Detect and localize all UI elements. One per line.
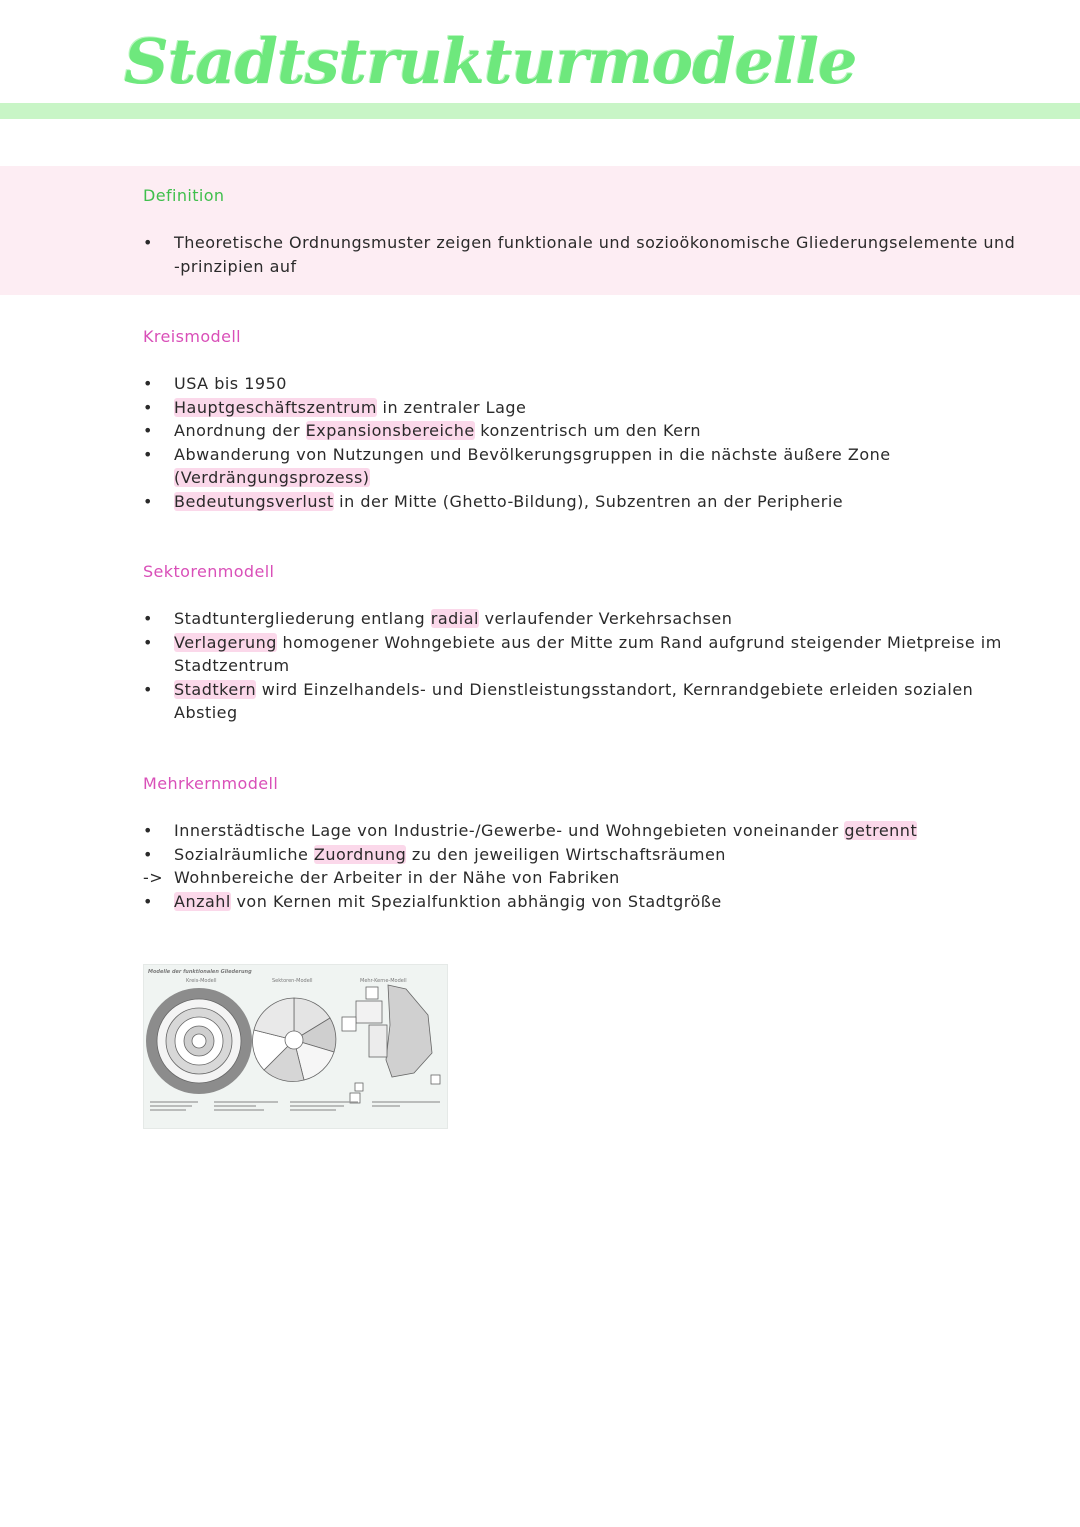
item-text: verlaufender Verkehrsachsen bbox=[478, 609, 733, 628]
list-item bbox=[143, 631, 1023, 678]
definition-heading: Definition bbox=[143, 186, 225, 205]
bullet-marker: • bbox=[143, 233, 153, 252]
figure-caption: Modelle der funktionalen Gliederung bbox=[148, 969, 252, 975]
bullet-marker: • bbox=[143, 397, 153, 417]
models-figure bbox=[143, 964, 448, 1129]
bullet-marker: • bbox=[143, 609, 153, 628]
highlighted-term: (Verdrängungsprozess) bbox=[174, 468, 370, 488]
item-text: Innerstädtische Lage von Industrie-/Gewerbe- und Wohngebieten voneinander bbox=[174, 821, 845, 840]
item-text: Theoretische Ordnungsmuster zeigen funktionale und sozioökonomische Gliederungselemente und -prinzipien auf bbox=[174, 233, 1016, 276]
bullet-marker: • bbox=[143, 444, 153, 464]
list-item bbox=[143, 866, 1023, 890]
bullet-marker: • bbox=[143, 421, 153, 441]
highlighted-term: Bedeutungsverlust bbox=[174, 491, 334, 511]
list-item bbox=[143, 890, 1023, 914]
list-item bbox=[143, 678, 1023, 725]
models-diagram bbox=[144, 965, 447, 1128]
figure-label-mehrkerne: Mehr-Kerne-Modell bbox=[360, 978, 407, 984]
list-item bbox=[143, 843, 1023, 867]
bullet-marker: • bbox=[143, 844, 153, 864]
kreismodell-list bbox=[143, 372, 1023, 514]
bullet-marker: • bbox=[143, 821, 153, 840]
list-item bbox=[143, 443, 1023, 490]
item-text: USA bis 1950 bbox=[174, 374, 287, 393]
list-item bbox=[143, 607, 1023, 631]
item-text: konzentrisch um den Kern bbox=[474, 421, 701, 441]
item-text: zu den jeweiligen Wirtschaftsräumen bbox=[406, 844, 726, 864]
bullet-marker: • bbox=[143, 491, 153, 511]
sektorenmodell-list bbox=[143, 607, 1023, 725]
list-item bbox=[143, 490, 1023, 514]
bullet-marker: • bbox=[143, 679, 153, 699]
highlighted-term: Anzahl bbox=[174, 891, 231, 911]
list-item bbox=[143, 396, 1023, 420]
highlighted-term: getrennt bbox=[844, 821, 918, 840]
arrow-marker: -> bbox=[143, 868, 164, 888]
bullet-marker: • bbox=[143, 374, 153, 393]
list-item bbox=[143, 372, 1023, 396]
title-underline-band bbox=[0, 103, 1080, 119]
highlighted-term: Expansionsbereiche bbox=[305, 421, 475, 441]
bullet-marker: • bbox=[143, 632, 153, 652]
bullet-marker: • bbox=[143, 891, 153, 911]
page-title: Stadtstrukturmodelle bbox=[124, 25, 857, 98]
list-item bbox=[143, 819, 1023, 843]
mehrkernmodell-heading: Mehrkernmodell bbox=[143, 774, 279, 793]
sector-model bbox=[252, 998, 335, 1082]
figure-label-kreis: Kreis-Modell bbox=[186, 978, 217, 984]
sektorenmodell-heading: Sektorenmodell bbox=[143, 562, 275, 581]
highlighted-term: Zuordnung bbox=[313, 844, 407, 864]
definition-list bbox=[143, 231, 1023, 278]
item-text: Abwanderung von Nutzungen und Bevölkerungsgruppen in die nächste äußere Zone bbox=[174, 444, 891, 464]
item-text: in der Mitte (Ghetto-Bildung), Subzentren an der Peripherie bbox=[333, 491, 844, 511]
item-text: Sozialräumliche bbox=[174, 844, 314, 864]
item-text: Wohnbereiche der Arbeiter in der Nähe von Fabriken bbox=[174, 868, 620, 888]
item-text: wird Einzelhandels- und Dienstleistungsstandort, Kernrandgebiete erleiden sozialen Abstieg bbox=[174, 679, 974, 723]
mehrkernmodell-list bbox=[143, 819, 1023, 913]
highlighted-term: radial bbox=[430, 609, 479, 628]
highlighted-term: Hauptgeschäftszentrum bbox=[174, 397, 377, 417]
highlighted-term: Stadtkern bbox=[174, 679, 257, 699]
item-text: Stadtuntergliederung entlang bbox=[174, 609, 431, 628]
figure-label-sektoren: Sektoren-Modell bbox=[272, 978, 313, 984]
item-text: in zentraler Lage bbox=[376, 397, 527, 417]
multiple-nuclei-model bbox=[342, 985, 440, 1103]
kreismodell-heading: Kreismodell bbox=[143, 327, 242, 346]
item-text: Anordnung der bbox=[174, 421, 306, 441]
list-item bbox=[143, 231, 1023, 278]
list-item bbox=[143, 419, 1023, 443]
concentric-ring-model bbox=[146, 988, 252, 1094]
item-text: homogener Wohngebiete aus der Mitte zum Rand aufgrund steigender Mietpreise im Stadtzentrum bbox=[174, 632, 1002, 676]
highlighted-term: Verlagerung bbox=[174, 632, 277, 652]
item-text: von Kernen mit Spezialfunktion abhängig von Stadtgröße bbox=[230, 891, 722, 911]
figure-legend bbox=[148, 1098, 440, 1120]
